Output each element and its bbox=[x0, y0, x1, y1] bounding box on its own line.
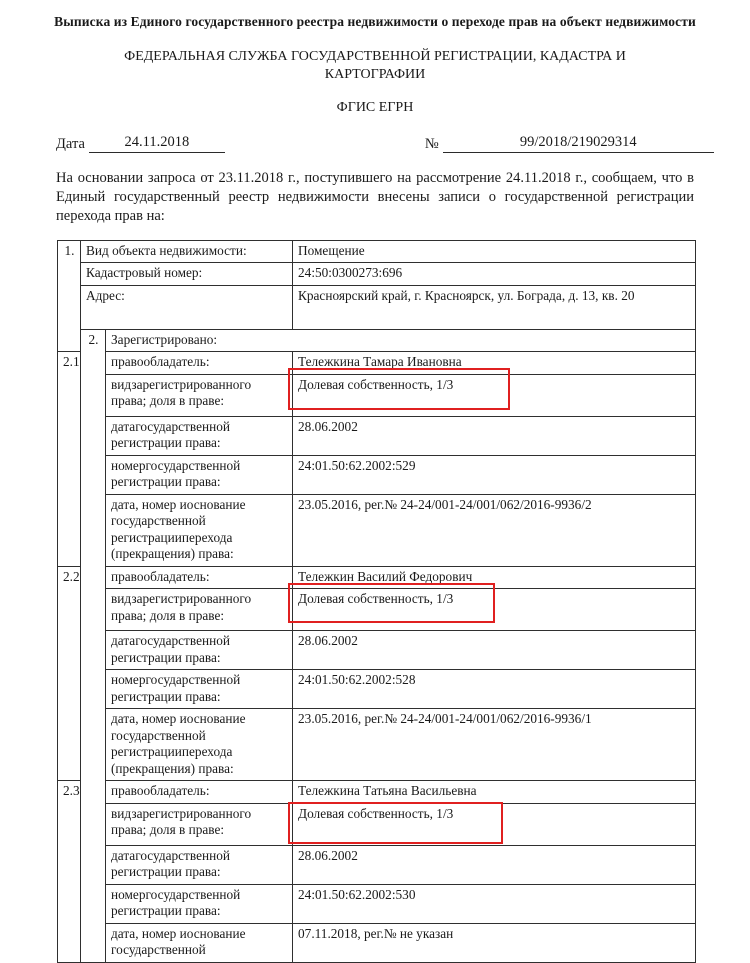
row-label bbox=[106, 631, 293, 670]
row-label bbox=[106, 845, 293, 884]
number-label: № bbox=[424, 135, 439, 152]
label-line-1: дата, номер иоснование bbox=[111, 711, 246, 727]
label-line-2: государственной bbox=[111, 727, 206, 743]
table-row bbox=[58, 455, 696, 494]
row-value: Красноярский край, г. Красноярск, ул. Бограда, д. 13, кв. 20 bbox=[293, 285, 696, 329]
page-title: Выписка из Единого государственного реестра недвижимости о переходе прав на объект недвижимости bbox=[54, 14, 696, 29]
table-row bbox=[58, 631, 696, 670]
label-line-1: номергосударственной bbox=[111, 457, 241, 473]
label-line-1: видзарегистрированного bbox=[111, 376, 252, 392]
table-row bbox=[58, 884, 696, 923]
row-label bbox=[106, 374, 293, 416]
label-line-2: права; доля в праве: bbox=[111, 822, 225, 838]
table-row bbox=[58, 670, 696, 709]
label-line-2: регистрации права: bbox=[111, 649, 221, 665]
label-line-1: дата, номер иоснование bbox=[111, 925, 246, 941]
label-line-1: номергосударственной bbox=[111, 672, 241, 688]
table-row bbox=[58, 803, 696, 845]
label-line-4: (прекращения) права: bbox=[111, 546, 234, 562]
entry-number-2-2: 2.2 bbox=[58, 566, 81, 780]
row-value-highlighted: Долевая собственность, 1/3 bbox=[293, 374, 696, 416]
label-line-2: права; доля в праве: bbox=[111, 393, 225, 409]
row-value: 24:01.50:62.2002:529 bbox=[293, 455, 696, 494]
entry-number-2-3: 2.3 bbox=[58, 781, 81, 962]
row-label bbox=[106, 923, 293, 962]
table-row bbox=[58, 263, 696, 285]
table-row bbox=[58, 923, 696, 962]
intro-paragraph: На основании запроса от 23.11.2018 г., поступившего на рассмотрение 24.11.2018 г., сообщаем, что в Единый государственный реестр недвижимости внесены записи о государственной регистрации перехода прав на: bbox=[56, 169, 694, 224]
label-line-2: регистрации права: bbox=[111, 864, 221, 880]
label-line-2: государственной bbox=[111, 942, 206, 958]
section1-number: 1. bbox=[58, 241, 81, 352]
row-value: Тележкина Татьяна Васильевна bbox=[293, 781, 696, 803]
label-line-2: государственной bbox=[111, 513, 206, 529]
row-label bbox=[106, 455, 293, 494]
row-value: 23.05.2016, рег.№ 24-24/001-24/001/062/2016-9936/1 bbox=[293, 709, 696, 781]
row-value: 28.06.2002 bbox=[293, 631, 696, 670]
row-label bbox=[106, 884, 293, 923]
table-row bbox=[58, 589, 696, 631]
row-value: 28.06.2002 bbox=[293, 416, 696, 455]
agency-name: ФЕДЕРАЛЬНАЯ СЛУЖБА ГОСУДАРСТВЕННОЙ РЕГИСТРАЦИИ, КАДАСТРА И КАРТОГРАФИИ bbox=[124, 49, 626, 82]
date-label: Дата bbox=[56, 135, 85, 152]
label-line-3: регистрацииперехода bbox=[111, 744, 233, 760]
table-row bbox=[58, 494, 696, 566]
row-value: 24:01.50:62.2002:530 bbox=[293, 884, 696, 923]
label-line-2: регистрации права: bbox=[111, 474, 221, 490]
row-label: Кадастровый номер: bbox=[81, 263, 293, 285]
row-value: 24:01.50:62.2002:528 bbox=[293, 670, 696, 709]
row-label bbox=[106, 670, 293, 709]
row-value: Тележкин Василий Федорович bbox=[293, 566, 696, 588]
date-value: 24.11.2018 bbox=[89, 134, 225, 153]
label-line-3: регистрацииперехода bbox=[111, 529, 233, 545]
row-value: Помещение bbox=[293, 241, 696, 263]
row-label bbox=[106, 416, 293, 455]
row-label: правообладатель: bbox=[106, 352, 293, 374]
row-label bbox=[106, 803, 293, 845]
table-row bbox=[58, 374, 696, 416]
row-label bbox=[106, 494, 293, 566]
section2-header-label: Зарегистрировано: bbox=[106, 329, 696, 351]
system-name: ФГИС ЕГРН bbox=[336, 99, 414, 115]
table-row bbox=[58, 329, 696, 351]
row-value: Тележкина Тамара Ивановна bbox=[293, 352, 696, 374]
registry-table-wrapper bbox=[57, 240, 695, 963]
row-value: 07.11.2018, рег.№ не указан bbox=[293, 923, 696, 962]
table-row bbox=[58, 566, 696, 588]
table-row bbox=[58, 352, 696, 374]
row-label: правообладатель: bbox=[106, 781, 293, 803]
row-value: 24:50:0300273:696 bbox=[293, 263, 696, 285]
label-line-1: датагосударственной bbox=[111, 633, 230, 649]
label-line-1: видзарегистрированного bbox=[111, 591, 252, 607]
label-line-2: регистрации права: bbox=[111, 903, 221, 919]
document-meta-row bbox=[0, 116, 750, 153]
table-row bbox=[58, 781, 696, 803]
row-label bbox=[106, 709, 293, 781]
row-value: 28.06.2002 bbox=[293, 845, 696, 884]
number-value: 99/2018/219029314 bbox=[443, 134, 714, 153]
table-row bbox=[58, 709, 696, 781]
table-row bbox=[58, 416, 696, 455]
label-line-1: датагосударственной bbox=[111, 847, 230, 863]
label-line-1: датагосударственной bbox=[111, 418, 230, 434]
label-line-2: права; доля в праве: bbox=[111, 607, 225, 623]
row-label: Вид объекта недвижимости: bbox=[81, 241, 293, 263]
table-row bbox=[58, 845, 696, 884]
table-row bbox=[58, 285, 696, 329]
label-line-1: номергосударственной bbox=[111, 886, 241, 902]
table-row bbox=[58, 241, 696, 263]
row-label: правообладатель: bbox=[106, 566, 293, 588]
label-line-1: видзарегистрированного bbox=[111, 805, 252, 821]
label-line-1: дата, номер иоснование bbox=[111, 496, 246, 512]
registry-table bbox=[57, 240, 696, 963]
row-value-highlighted: Долевая собственность, 1/3 bbox=[293, 589, 696, 631]
label-line-2: регистрации права: bbox=[111, 688, 221, 704]
label-line-4: (прекращения) права: bbox=[111, 760, 234, 776]
row-value-highlighted: Долевая собственность, 1/3 bbox=[293, 803, 696, 845]
row-label bbox=[106, 589, 293, 631]
label-line-2: регистрации права: bbox=[111, 435, 221, 451]
section2-number: 2. bbox=[81, 329, 106, 962]
row-label: Адрес: bbox=[81, 285, 293, 329]
entry-number-2-1: 2.1 bbox=[58, 352, 81, 566]
row-value: 23.05.2016, рег.№ 24-24/001-24/001/062/2016-9936/2 bbox=[293, 494, 696, 566]
